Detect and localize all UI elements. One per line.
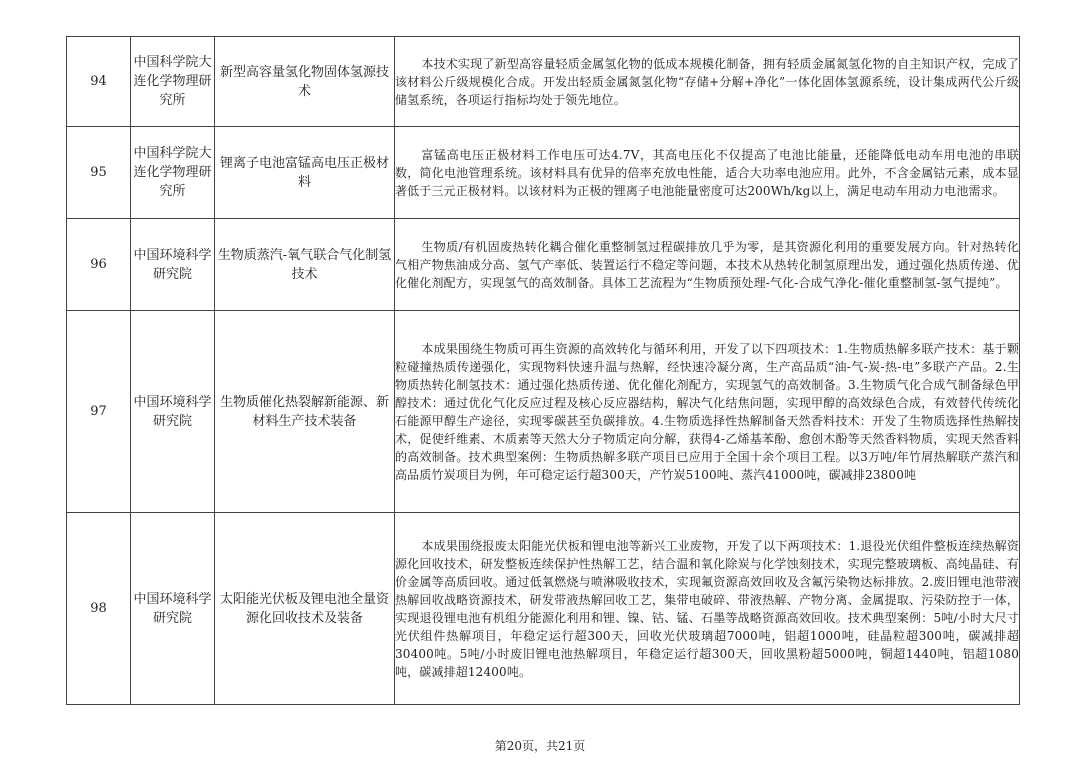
technology-name: 太阳能光伏板及锂电池全量资源化回收技术及装备 bbox=[215, 513, 395, 705]
description-text: 本成果围绕报废太阳能光伏板和锂电池等新兴工业废物，开发了以下两项技术：1.退役光伏组件整板连续热解资源化回收技术，研发整板连续保护性热解工艺，结合温和氧化除炭与化学蚀刻技术，实现完整玻璃板、高纯晶硅、有价金属等高质回收。通过低氧燃烧与喷淋吸收技术，实现氟资源高效回收及含氟污染物达标排放。2.废旧锂电池带液热解回收战略资源技术，研发带液热解回收工艺，集带电破碎、带液热解、产物分离、金属提取、污染防控于一体，实现退役锂电池有机组分能源化利用和锂、镍、钴、锰、石墨等战略资源高效回收。技术典型案例：5吨/小时大尺寸光伏组件热解项目，年稳定运行超300天，回收光伏玻璃超7000吨，铝超1000吨，硅晶粒超300吨，碳减排超30400吨。5吨/小时废旧锂电池热解项目，年稳定运行超300天，回收黑粉超5000吨，铜超1440吨，铝超1080吨，碳减排超12400吨。 bbox=[395, 538, 1019, 679]
technology-description bbox=[395, 311, 1020, 513]
technology-name: 生物质蒸汽-氧气联合气化制氢技术 bbox=[215, 219, 395, 311]
row-number: 96 bbox=[67, 219, 131, 311]
table-row bbox=[67, 311, 1020, 513]
description-text: 本技术实现了新型高容量轻质金属氢化物的低成本规模化制备，拥有轻质金属氮氢化物的自主知识产权，完成了该材料公斤级规模化合成。开发出轻质金属氮氢化物“存储+分解+净化”一体化固体氢源系统，设计集成两代公斤级储氢系统，各项运行指标均处于领先地位。 bbox=[395, 56, 1019, 107]
row-number: 98 bbox=[67, 513, 131, 705]
description-text: 生物质/有机固废热转化耦合催化重整制氢过程碳排放几乎为零，是其资源化利用的重要发展方向。针对热转化气相产物焦油成分高、氢气产率低、装置运行不稳定等问题，本技术从热转化制氢原理出发，通过强化热质传递、优化催化剂配方，实现氢气的高效制备。具体工艺流程为“生物质预处理-气化-合成气净化-催化重整制氢-氢气提纯”。 bbox=[395, 239, 1019, 290]
unit-name: 中国环境科学研究院 bbox=[131, 513, 215, 705]
technology-description bbox=[395, 37, 1020, 127]
technology-name: 锂离子电池富锰高电压正极材料 bbox=[215, 127, 395, 219]
row-number: 97 bbox=[67, 311, 131, 513]
page-footer: 第20页，共21页 bbox=[494, 739, 586, 753]
unit-name: 中国科学院大连化学物理研究所 bbox=[131, 37, 215, 127]
description-text: 本成果围绕生物质可再生资源的高效转化与循环利用，开发了以下四项技术：1.生物质热解多联产技术：基于颗粒碰撞热质传递强化，实现物料快速升温与热解，经快速冷凝分离，生产高品质“油-气-炭-热-电”多联产产品。2.生物质热转化制氢技术：通过强化热质传递、优化催化剂配方，实现氢气的高效制备。3.生物质气化合成气制备绿色甲醇技术：通过优化气化反应过程及核心反应器结构，解决气化结焦问题，实现甲醇的高效绿色合成，有效替代传统化石能源甲醇生产途径，实现零碳甚至负碳排放。4.生物质选择性热解制备天然香料技术：开发了生物质选择性热解技术，促使纤维素、木质素等天然大分子物质定向分解，获得4-乙烯基苯酚、愈创木酚等天然香料物质，实现天然香料的高效制备。技术典型案例：生物质热解多联产项目已应用于全国十余个项目工程。以3万吨/年竹屑热解联产蒸汽和高品质竹炭项目为例，年可稳定运行超300天，产竹炭5100吨、蒸汽41000吨，碳减排23800吨 bbox=[395, 341, 1019, 482]
description-text: 富锰高电压正极材料工作电压可达4.7V，其高电压化不仅提高了电池比能量，还能降低电动车用电池的串联数，简化电池管理系统。该材料具有优异的倍率充放电性能，适合大功率电池应用。此外，不含金属钴元素，成本显著低于三元正极材料。以该材料为正极的锂离子电池能量密度可达200Wh/kg以上，满足电动车用动力电池需求。 bbox=[395, 147, 1019, 198]
table-row bbox=[67, 513, 1020, 705]
unit-name: 中国环境科学研究院 bbox=[131, 311, 215, 513]
technology-description bbox=[395, 127, 1020, 219]
row-number: 94 bbox=[67, 37, 131, 127]
technology-name: 生物质催化热裂解新能源、新材料生产技术装备 bbox=[215, 311, 395, 513]
table-row bbox=[67, 219, 1020, 311]
technology-description bbox=[395, 219, 1020, 311]
unit-name: 中国环境科学研究院 bbox=[131, 219, 215, 311]
table-row bbox=[67, 37, 1020, 127]
unit-name: 中国科学院大连化学物理研究所 bbox=[131, 127, 215, 219]
technology-description bbox=[395, 513, 1020, 705]
row-number: 95 bbox=[67, 127, 131, 219]
table-row bbox=[67, 127, 1020, 219]
technology-name: 新型高容量氢化物固体氢源技术 bbox=[215, 37, 395, 127]
technology-table bbox=[66, 36, 1020, 705]
